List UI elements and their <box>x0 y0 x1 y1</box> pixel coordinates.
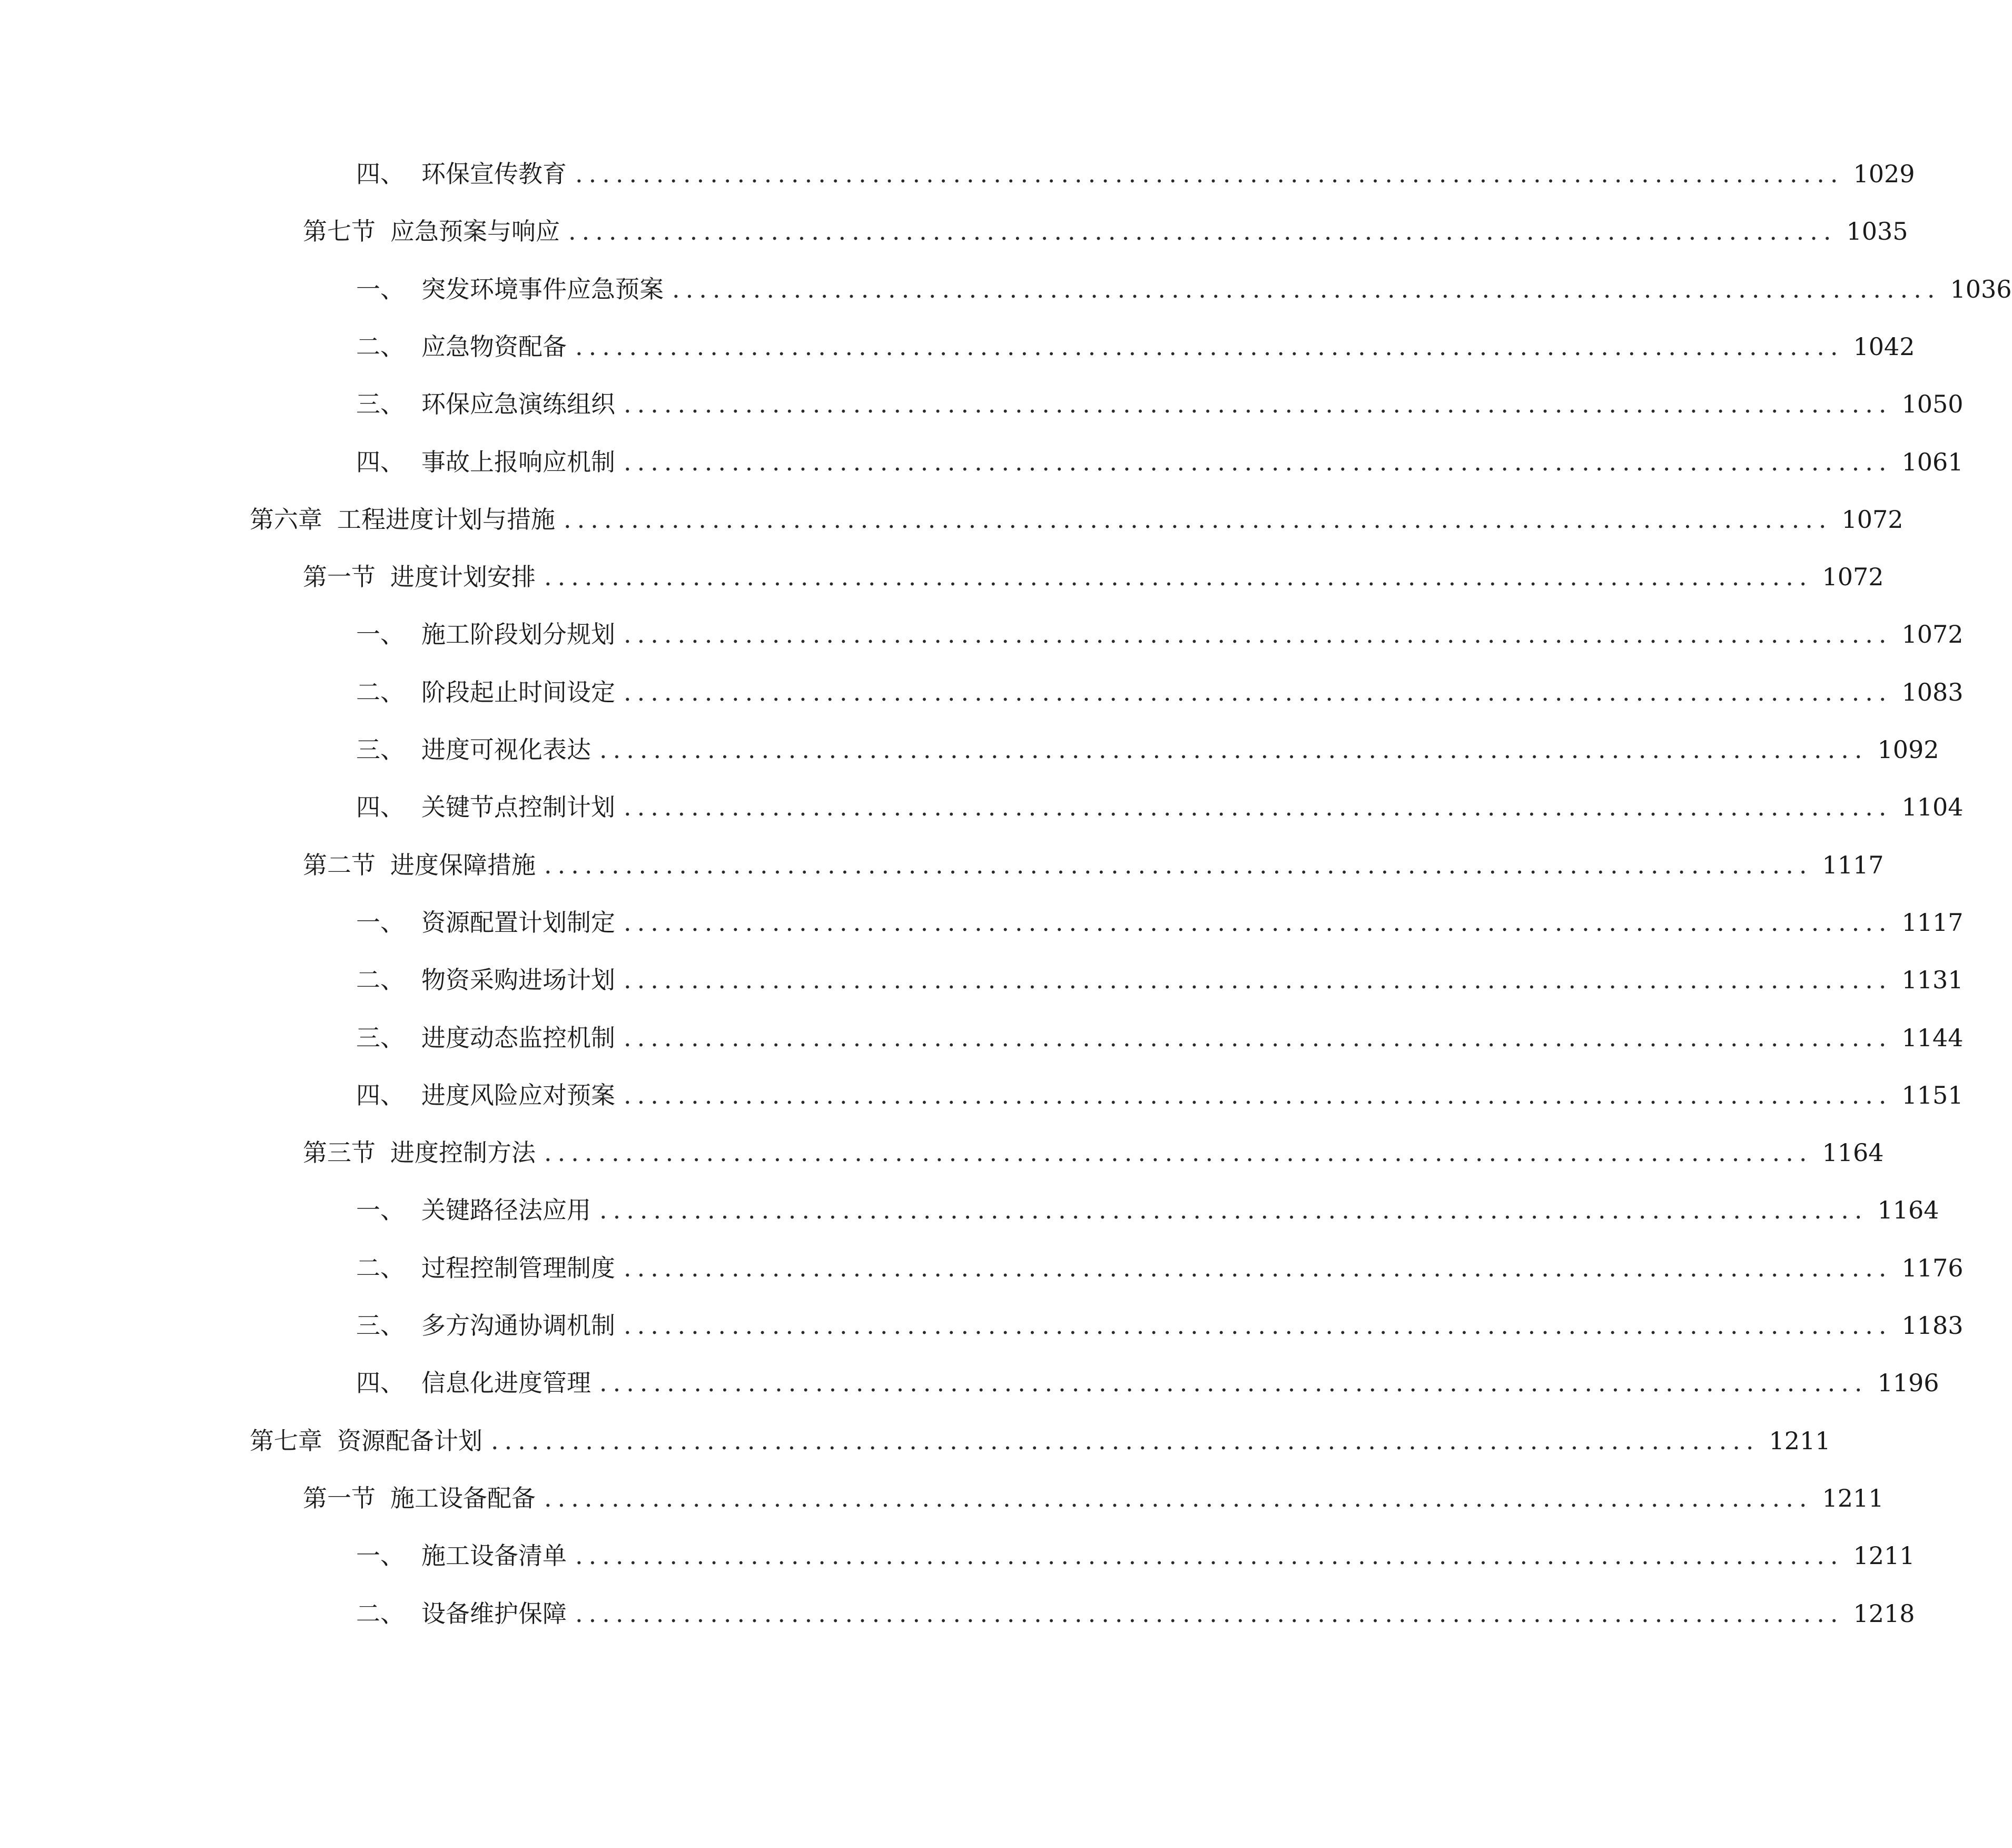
toc-entry-page-number: 1035 <box>1846 217 1908 246</box>
toc-entry-number: 第一节 <box>303 1483 376 1512</box>
toc-entry-title: 环保宣传教育 <box>421 160 567 188</box>
toc-entry[interactable] <box>356 1535 1915 1577</box>
toc-entry-number: 四、 <box>356 1369 405 1398</box>
toc-entry-page-number: 1211 <box>1769 1426 1831 1455</box>
toc-entry[interactable] <box>303 1477 1884 1519</box>
toc-dot-leader: .............................................................................................. <box>599 1369 1868 1398</box>
toc-entry[interactable] <box>303 210 1908 252</box>
toc-entry-page-number: 1072 <box>1822 563 1884 592</box>
toc-entry-title: 工程进度计划与措施 <box>337 505 555 534</box>
toc-entry-page-number: 1061 <box>1901 447 1964 476</box>
toc-entry-title: 进度可视化表达 <box>421 735 591 764</box>
toc-entry-title: 施工设备配备 <box>390 1483 536 1512</box>
toc-dot-leader: .............................................................................................. <box>624 793 1892 822</box>
toc-dot-leader: .............................................................................................. <box>599 735 1868 764</box>
toc-entry-title: 信息化进度管理 <box>421 1369 591 1398</box>
toc-entry[interactable] <box>250 498 1903 540</box>
toc-dot-leader: .............................................................................................. <box>624 390 1892 419</box>
toc-entry-number: 四、 <box>356 447 405 476</box>
toc-entry-page-number: 1104 <box>1901 793 1964 822</box>
toc-entry[interactable] <box>250 1420 1831 1462</box>
toc-entry-title: 进度动态监控机制 <box>421 1023 615 1052</box>
toc-dot-leader: .............................................................................................. <box>624 966 1892 995</box>
toc-entry-title: 物资采购进场计划 <box>421 966 615 995</box>
toc-entry[interactable] <box>356 1074 1964 1116</box>
toc-dot-leader: .............................................................................................. <box>624 1080 1892 1109</box>
toc-entry-title: 进度保障措施 <box>390 850 536 879</box>
toc-dot-leader: .............................................................................................. <box>575 1541 1844 1570</box>
toc-entry-number: 三、 <box>356 390 405 419</box>
toc-entry-title: 施工阶段划分规划 <box>421 620 615 649</box>
toc-entry[interactable] <box>303 1132 1884 1174</box>
toc-entry[interactable] <box>303 556 1884 598</box>
toc-entry-number: 二、 <box>356 966 405 995</box>
toc-entry-number: 四、 <box>356 1080 405 1109</box>
toc-entry-page-number: 1092 <box>1877 735 1939 764</box>
toc-entry-title: 应急预案与响应 <box>390 217 560 246</box>
toc-entry-title: 施工设备清单 <box>421 1541 567 1570</box>
toc-entry-title: 突发环境事件应急预案 <box>421 274 664 303</box>
toc-entry-number: 第七章 <box>250 1426 322 1455</box>
toc-entry-page-number: 1164 <box>1877 1196 1939 1225</box>
toc-dot-leader: .............................................................................................. <box>599 1196 1868 1225</box>
toc-entry-title: 环保应急演练组织 <box>421 390 615 419</box>
toc-entry[interactable] <box>356 1304 1964 1346</box>
toc-entry-title: 资源配备计划 <box>337 1426 482 1455</box>
toc-dot-leader: .............................................................................................. <box>624 908 1892 937</box>
toc-entry[interactable] <box>356 153 1915 195</box>
toc-entry-number: 二、 <box>356 677 405 706</box>
toc-entry[interactable] <box>356 786 1964 828</box>
toc-entry-title: 过程控制管理制度 <box>421 1253 615 1282</box>
toc-entry-number: 第二节 <box>303 850 376 879</box>
toc-entry-number: 四、 <box>356 793 405 822</box>
toc-entry-title: 进度风险应对预案 <box>421 1080 615 1109</box>
toc-entry-page-number: 1029 <box>1853 160 1915 188</box>
toc-entry-number: 三、 <box>356 735 405 764</box>
toc-dot-leader: .............................................................................................. <box>544 563 1813 592</box>
toc-entry-page-number: 1151 <box>1901 1080 1964 1109</box>
toc-entry-number: 二、 <box>356 1253 405 1282</box>
toc-entry[interactable] <box>356 901 1964 943</box>
toc-dot-leader: .............................................................................................. <box>624 677 1892 706</box>
toc-entry-page-number: 1117 <box>1901 908 1964 937</box>
toc-entry-title: 关键节点控制计划 <box>421 793 615 822</box>
toc-dot-leader: .............................................................................................. <box>575 160 1844 188</box>
toc-entry[interactable] <box>356 1362 1939 1404</box>
toc-dot-leader: .............................................................................................. <box>624 620 1892 649</box>
toc-dot-leader: .............................................................................................. <box>575 332 1844 361</box>
toc-entry-number: 一、 <box>356 620 405 649</box>
toc-dot-leader: .............................................................................................. <box>624 447 1892 476</box>
toc-entry[interactable] <box>356 959 1964 1001</box>
toc-entry-title: 资源配置计划制定 <box>421 908 615 937</box>
toc-entry-page-number: 1072 <box>1841 505 1903 534</box>
toc-entry[interactable] <box>303 844 1884 886</box>
toc-entry-title: 阶段起止时间设定 <box>421 677 615 706</box>
toc-entry[interactable] <box>356 383 1964 425</box>
toc-dot-leader: .............................................................................................. <box>624 1311 1892 1340</box>
toc-dot-leader: .............................................................................................. <box>624 1023 1892 1052</box>
toc-entry-number: 一、 <box>356 908 405 937</box>
toc-entry-number: 三、 <box>356 1023 405 1052</box>
toc-entry[interactable] <box>356 729 1939 771</box>
toc-entry-number: 二、 <box>356 332 405 361</box>
toc-entry[interactable] <box>356 1247 1964 1289</box>
toc-entry-page-number: 1050 <box>1901 390 1964 419</box>
toc-entry[interactable] <box>356 1017 1964 1059</box>
toc-entry-page-number: 1218 <box>1853 1599 1915 1628</box>
toc-entry-page-number: 1131 <box>1901 966 1964 995</box>
toc-entry-page-number: 1164 <box>1822 1138 1884 1167</box>
toc-entry-page-number: 1117 <box>1822 850 1884 879</box>
toc-entry-number: 第七节 <box>303 217 376 246</box>
toc-dot-leader: .............................................................................................. <box>491 1426 1760 1455</box>
toc-entry-title: 设备维护保障 <box>421 1599 567 1628</box>
toc-entry-number: 第六章 <box>250 505 322 534</box>
toc-entry-title: 进度计划安排 <box>390 563 536 592</box>
toc-dot-leader: .............................................................................................. <box>564 505 1832 534</box>
toc-entry[interactable] <box>356 441 1964 483</box>
toc-entry-title: 事故上报响应机制 <box>421 447 615 476</box>
toc-entry-page-number: 1211 <box>1853 1541 1915 1570</box>
toc-entry-page-number: 1036 <box>1950 274 2012 303</box>
toc-entry-number: 一、 <box>356 274 405 303</box>
toc-entry[interactable] <box>356 1593 1915 1635</box>
toc-entry-page-number: 1183 <box>1901 1311 1964 1340</box>
toc-entry-page-number: 1196 <box>1877 1369 1939 1398</box>
toc-entry-title: 关键路径法应用 <box>421 1196 591 1225</box>
toc-entry-title: 应急物资配备 <box>421 332 567 361</box>
toc-entry[interactable] <box>356 1189 1939 1231</box>
toc-entry-number: 一、 <box>356 1541 405 1570</box>
toc-dot-leader: .............................................................................................. <box>575 1599 1844 1628</box>
toc-entry-page-number: 1144 <box>1901 1023 1964 1052</box>
toc-entry[interactable] <box>356 268 2012 310</box>
toc-entry-title: 多方沟通协调机制 <box>421 1311 615 1340</box>
toc-dot-leader: .............................................................................................. <box>544 1483 1813 1512</box>
toc-dot-leader: .............................................................................................. <box>544 850 1813 879</box>
toc-entry-number: 第三节 <box>303 1138 376 1167</box>
toc-entry-page-number: 1083 <box>1901 677 1964 706</box>
toc-entry[interactable] <box>356 326 1915 368</box>
toc-entry[interactable] <box>356 613 1964 655</box>
toc-entry-title: 进度控制方法 <box>390 1138 536 1167</box>
toc-dot-leader: .............................................................................................. <box>544 1138 1813 1167</box>
toc-entry-number: 一、 <box>356 1196 405 1225</box>
toc-entry[interactable] <box>356 671 1964 713</box>
toc-entry-number: 四、 <box>356 160 405 188</box>
toc-dot-leader: .............................................................................................. <box>624 1253 1892 1282</box>
toc-entry-page-number: 1176 <box>1901 1253 1964 1282</box>
toc-entry-page-number: 1072 <box>1901 620 1964 649</box>
toc-dot-leader: .............................................................................................. <box>672 274 1941 303</box>
toc-entry-number: 第一节 <box>303 563 376 592</box>
toc-entry-page-number: 1211 <box>1822 1483 1884 1512</box>
toc-entry-number: 二、 <box>356 1599 405 1628</box>
toc-dot-leader: .............................................................................................. <box>568 217 1837 246</box>
toc-entry-number: 三、 <box>356 1311 405 1340</box>
toc-entry-page-number: 1042 <box>1853 332 1915 361</box>
